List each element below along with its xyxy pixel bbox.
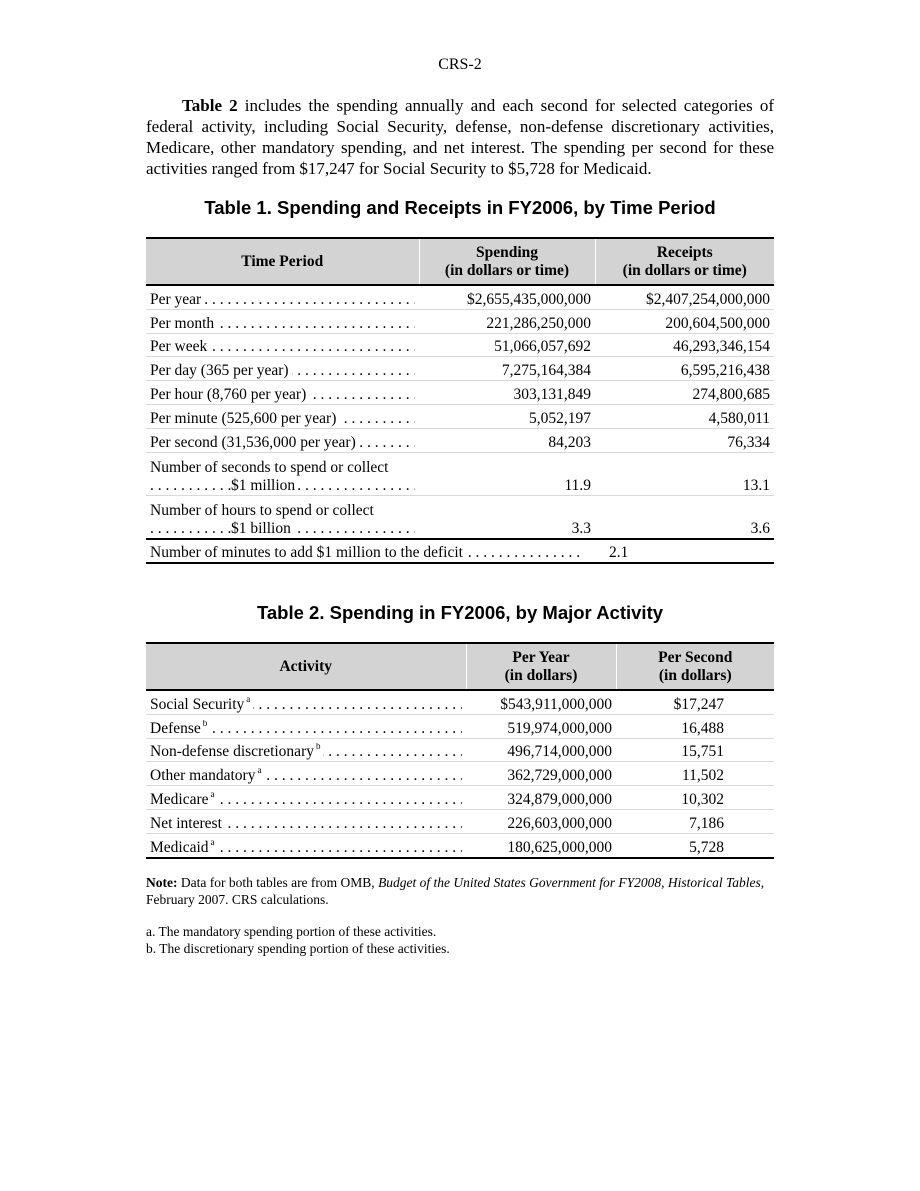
per-second-value: 10,302 — [616, 786, 774, 810]
table2-header-per-year: Per Year (in dollars) — [466, 643, 616, 690]
row-label: Net interest . . . — [146, 809, 466, 833]
table2-header-activity: Activity — [146, 643, 466, 690]
table-row — [146, 762, 774, 786]
table1-header-spending: Spending (in dollars or time) — [419, 238, 595, 285]
row-label: Social Security $^a$ . . . — [146, 690, 466, 714]
per-year-value: 324,879,000,000 — [466, 786, 616, 810]
table-row — [146, 690, 774, 714]
table1 — [146, 237, 774, 564]
footnote-marker: b — [315, 743, 321, 752]
table-row — [146, 404, 774, 428]
page-number: CRS-2 — [438, 56, 482, 73]
receipts-value: 200,604,500,000 — [595, 309, 774, 333]
table-row — [146, 285, 774, 309]
footnote-marker: a — [246, 695, 251, 704]
row-label: Per minute (525,600 per year) . . . — [146, 404, 419, 428]
intro-text: includes the spending annually and each second for selected categories of federal activity, including Social Security, defense, non-defense discretionary activities, Medicare, other mandatory spending, and net interest. The spending per second for these activities ranged from $17,247 for Social Security to $5,728 for Medicaid. — [146, 96, 774, 178]
row-label: Per day (365 per year) . . . — [146, 357, 419, 381]
footnote-marker: a — [210, 790, 215, 799]
row-label: Number of hours to spend or collect $1 billion . . . — [146, 495, 419, 539]
row-label: Other mandatory $^a$ . . . — [146, 762, 466, 786]
per-year-value: 519,974,000,000 — [466, 714, 616, 738]
receipts-value: 274,800,685 — [595, 381, 774, 405]
per-second-value: 7,186 — [616, 809, 774, 833]
table-row — [146, 428, 774, 452]
receipts-value: 3.6 — [595, 495, 774, 539]
deficit-value: 2.1 — [595, 539, 774, 564]
table-row — [146, 452, 774, 495]
receipts-value: 4,580,011 — [595, 404, 774, 428]
footnote-a: a. The mandatory spending portion of these activities. — [146, 924, 437, 939]
receipts-value: 76,334 — [595, 428, 774, 452]
table-row — [146, 357, 774, 381]
receipts-value: 46,293,346,154 — [595, 333, 774, 357]
note-source-title: Budget of the United States Government for FY2008, Historical Tables — [378, 875, 761, 890]
table-row — [146, 309, 774, 333]
receipts-value: $2,407,254,000,000 — [595, 285, 774, 309]
row-label: Number of seconds to spend or collect $1 million . . . — [146, 452, 419, 495]
spending-value: 3.3 — [419, 495, 595, 539]
footnote-marker: b — [202, 719, 208, 728]
table2 — [146, 642, 774, 859]
table-row — [146, 333, 774, 357]
table1-header-receipts: Receipts (in dollars or time) — [595, 238, 774, 285]
per-second-value: 11,502 — [616, 762, 774, 786]
per-second-value: 15,751 — [616, 738, 774, 762]
footnote-b: b. The discretionary spending portion of these activities. — [146, 941, 450, 956]
table-row — [146, 714, 774, 738]
row-label: Medicaid $^a$ . . . — [146, 833, 466, 857]
spending-value: 84,203 — [419, 428, 595, 452]
table-row — [146, 495, 774, 539]
spending-value: 221,286,250,000 — [419, 309, 595, 333]
table1-deficit-row — [146, 539, 774, 564]
table-row — [146, 809, 774, 833]
spending-value: 11.9 — [419, 452, 595, 495]
row-label: Per week . . . — [146, 333, 419, 357]
per-year-value: 226,603,000,000 — [466, 809, 616, 833]
receipts-value: 6,595,216,438 — [595, 357, 774, 381]
row-label: Defense $^b$ . . . — [146, 714, 466, 738]
row-label: Per hour (8,760 per year) . . . — [146, 381, 419, 405]
spending-value: 51,066,057,692 — [419, 333, 595, 357]
table-row — [146, 738, 774, 762]
row-label: Per year . . . — [146, 285, 419, 309]
spending-value: $2,655,435,000,000 — [419, 285, 595, 309]
table-row — [146, 833, 774, 857]
per-second-value: 5,728 — [616, 833, 774, 857]
per-year-value: 496,714,000,000 — [466, 738, 616, 762]
per-second-value: $17,247 — [616, 690, 774, 714]
row-label: Per month . . . — [146, 309, 419, 333]
footnote-marker: a — [257, 767, 262, 776]
table2-header-per-second: Per Second (in dollars) — [616, 643, 774, 690]
table1-header-time-period: Time Period — [146, 238, 419, 285]
receipts-value: 13.1 — [595, 452, 774, 495]
table1-header-row — [146, 238, 774, 285]
spending-value: 303,131,849 — [419, 381, 595, 405]
row-label: Per second (31,536,000 per year) . . . — [146, 428, 419, 452]
row-label: Non-defense discretionary $^b$ . . . — [146, 738, 466, 762]
intro-paragraph — [146, 95, 774, 179]
table2-header-row — [146, 643, 774, 690]
spending-value: 7,275,164,384 — [419, 357, 595, 381]
table-row — [146, 786, 774, 810]
table2-title: Table 2. Spending in FY2006, by Major Activity — [256, 602, 664, 623]
deficit-label: Number of minutes to add $1 million to the deficit . . . — [146, 539, 595, 564]
spending-value: 5,052,197 — [419, 404, 595, 428]
source-note: Note: Data for both tables are from OMB, Budget of the United States Government for FY2008, Historical Tables, February 2007. CRS calculations. — [146, 875, 765, 907]
table-row — [146, 381, 774, 405]
per-year-value: $543,911,000,000 — [466, 690, 616, 714]
note-label: Note: — [146, 875, 178, 890]
footnote-marker: a — [210, 838, 215, 847]
footnotes — [146, 923, 774, 957]
row-label: Medicare $^a$ . . . — [146, 786, 466, 810]
intro-bold-lead: Table 2 — [182, 96, 238, 115]
per-second-value: 16,488 — [616, 714, 774, 738]
table1-title: Table 1. Spending and Receipts in FY2006, by Time Period — [204, 197, 716, 218]
per-year-value: 362,729,000,000 — [466, 762, 616, 786]
per-year-value: 180,625,000,000 — [466, 833, 616, 857]
